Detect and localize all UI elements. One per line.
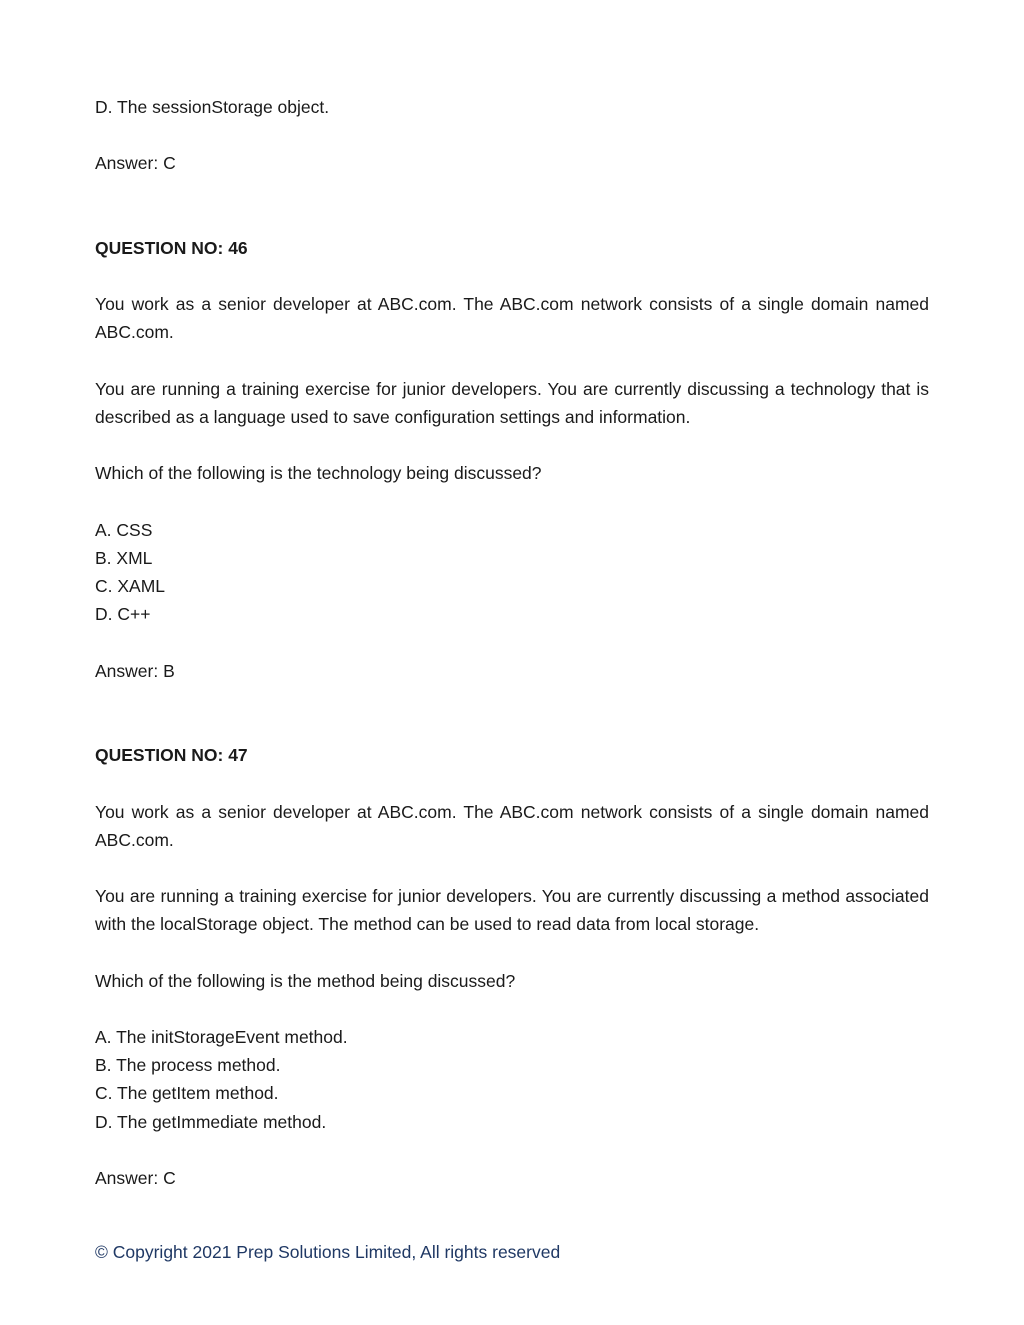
question-46-option-b: B. XML [95,548,153,568]
question-46-heading: QUESTION NO: 46 [95,238,248,258]
question-47-option-b: B. The process method. [95,1055,281,1075]
question-46-option-d: D. C++ [95,604,151,624]
question-46-para-2: You are running a training exercise for junior developers. You are currently discussing a technology that is described as a language used to save configuration settings and information. [95,379,929,427]
copyright-footer: © Copyright 2021 Prep Solutions Limited, All rights reserved [95,1242,561,1262]
question-47-answer: Answer: C [95,1168,176,1188]
question-46-answer: Answer: B [95,661,175,681]
question-46-option-c: C. XAML [95,576,166,596]
question-46-prompt: Which of the following is the technology being discussed? [95,463,542,483]
question-47-para-1: You work as a senior developer at ABC.com. The ABC.com network consists of a single domain named ABC.com. [95,802,929,850]
question-47-option-c: C. The getItem method. [95,1083,279,1103]
question-47-prompt: Which of the following is the method being discussed? [95,971,516,991]
question-47-option-a: A. The initStorageEvent method. [95,1027,348,1047]
prev-option-d: D. The sessionStorage object. [95,97,330,117]
prev-answer: Answer: C [95,153,176,173]
question-46-option-a: A. CSS [95,520,153,540]
question-46-para-1: You work as a senior developer at ABC.com. The ABC.com network consists of a single domain named ABC.com. [95,294,929,342]
question-47-heading: QUESTION NO: 47 [95,745,248,765]
question-47-para-2: You are running a training exercise for junior developers. You are currently discussing a method associated with the localStorage object. The method can be used to read data from local storage. [95,886,929,934]
question-47-option-d: D. The getImmediate method. [95,1112,327,1132]
